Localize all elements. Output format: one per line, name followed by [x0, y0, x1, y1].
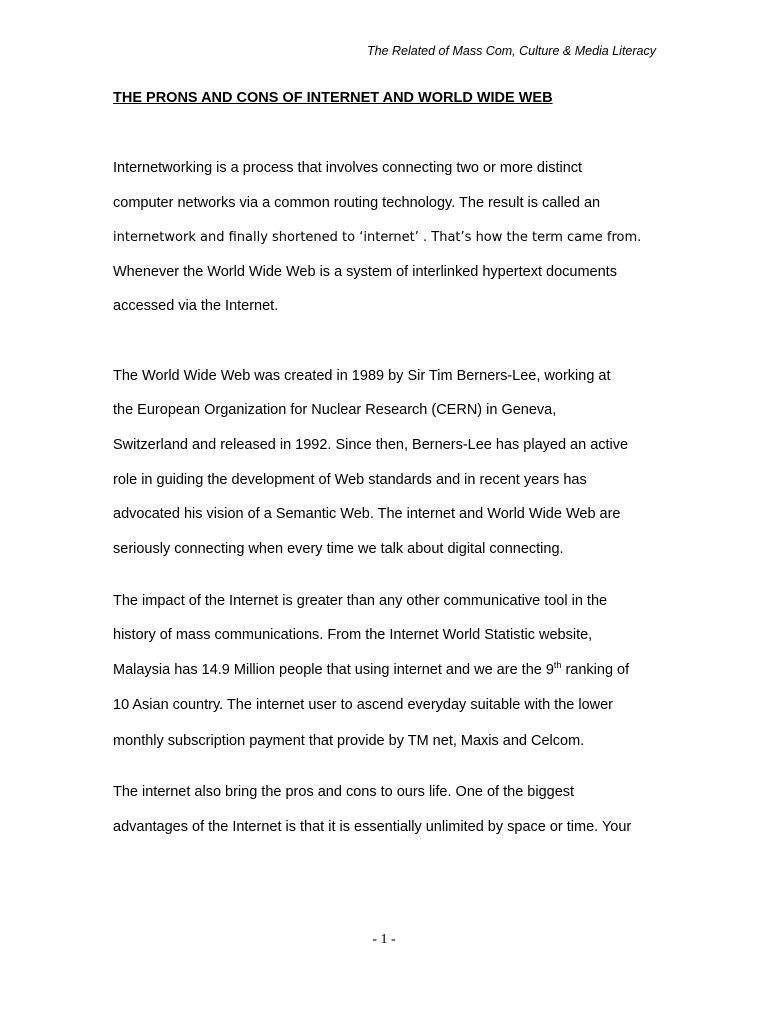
ordinal-superscript: th	[553, 660, 562, 671]
text-line: The World Wide Web was created in 1989 by Sir Tim Berners-Lee, working at	[113, 368, 611, 384]
text-line-with-superscript	[113, 662, 629, 678]
text-line: Internetworking is a process that involves connecting two or more distinct	[113, 160, 583, 176]
text-line: internetwork and finally shortened to ‘internet’ . That’s how the term came from.	[113, 230, 642, 245]
text-line: The impact of the Internet is greater than any other communicative tool in the	[113, 593, 608, 609]
text-line: the European Organization for Nuclear Research (CERN) in Geneva,	[113, 402, 557, 418]
text-segment: Malaysia has 14.9 Million people that using internet and we are the 9	[113, 662, 554, 678]
text-line: accessed via the Internet.	[113, 298, 279, 314]
text-line: role in guiding the development of Web standards and in recent years has	[113, 472, 587, 488]
text-line: computer networks via a common routing technology. The result is called an	[113, 195, 601, 211]
text-line: The internet also bring the pros and cons to ours life. One of the biggest	[113, 784, 575, 800]
text-line: advantages of the Internet is that it is essentially unlimited by space or time. Your	[113, 819, 632, 835]
text-line: Switzerland and released in 1992. Since then, Berners-Lee has played an active	[113, 437, 629, 453]
text-line: monthly subscription payment that provide by TM net, Maxis and Celcom.	[113, 733, 585, 749]
text-line: advocated his vision of a Semantic Web. The internet and World Wide Web are	[113, 506, 621, 522]
running-header: The Related of Mass Com, Culture & Media Literacy	[366, 44, 656, 58]
text-segment: ranking of	[561, 662, 630, 678]
document-title: THE PRONS AND CONS OF INTERNET AND WORLD WIDE WEB	[113, 90, 553, 106]
text-line: 10 Asian country. The internet user to ascend everyday suitable with the lower	[113, 697, 613, 713]
page-number: - 1 -	[372, 932, 396, 947]
text-line: seriously connecting when every time we talk about digital connecting.	[113, 541, 564, 557]
text-line: history of mass communications. From the Internet World Statistic website,	[113, 627, 593, 643]
text-line: Whenever the World Wide Web is a system of interlinked hypertext documents	[113, 264, 617, 280]
